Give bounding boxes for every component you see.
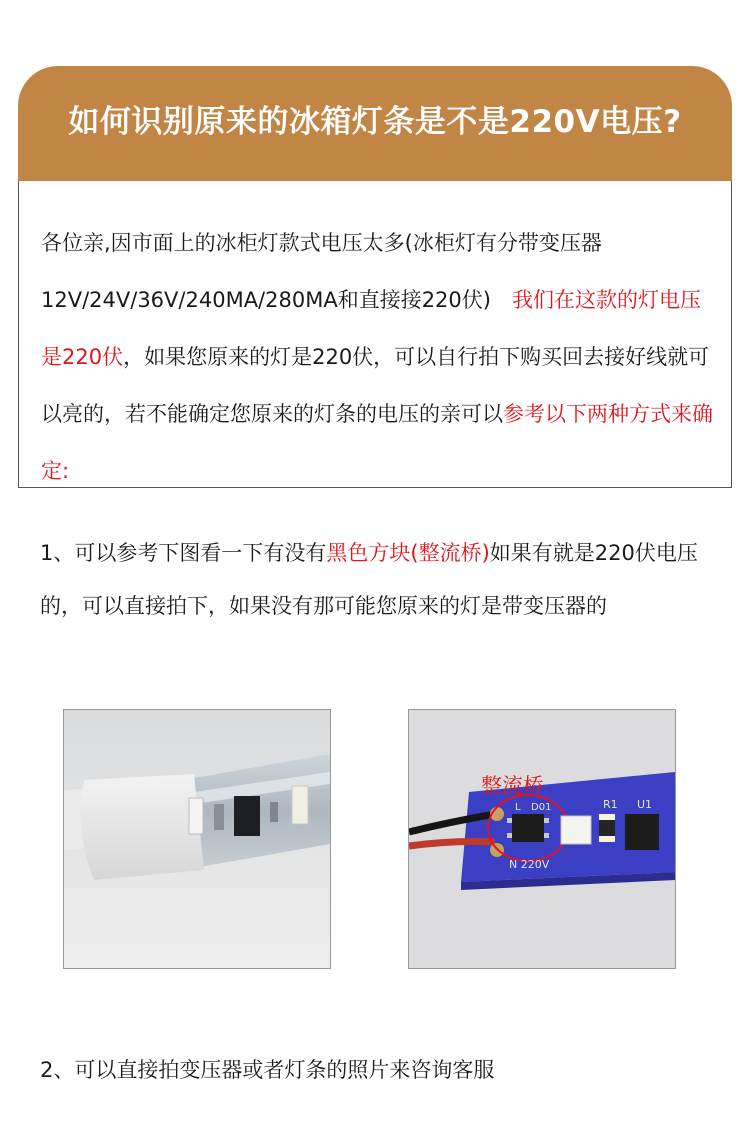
led-chip-1	[189, 798, 203, 834]
pcb-label-l: L	[515, 802, 521, 813]
led-tube-illustration	[64, 710, 330, 968]
ic-u1	[625, 814, 659, 850]
pcb-label-n220v: N 220V	[509, 858, 550, 871]
pcb-label-u1: U1	[637, 798, 653, 811]
photo-pcb-rectifier	[408, 709, 676, 969]
method-1-highlight: 黑色方块(整流桥)	[326, 541, 490, 565]
header-band	[18, 66, 732, 181]
page-title: 如何识别原来的冰箱灯条是不是220V电压?	[68, 104, 682, 140]
photo-led-tube	[63, 709, 331, 969]
intro-box	[18, 181, 732, 488]
pcb-label-d01: D01	[531, 802, 552, 813]
method-1-paragraph	[40, 527, 720, 633]
rectifier-callout-label: 整流桥	[481, 774, 544, 798]
method-1-prefix: 1、可以参考下图看一下有没有	[40, 541, 327, 565]
method-1-suffix: 如果有就是220伏电压的，可以直接拍下，如果没有那可能您原来的灯是带变压器的	[40, 541, 698, 618]
intro-paragraph	[41, 215, 721, 500]
intro-text-2: ，如果您原来的灯是220伏，可以自行拍下购买回去接好线就可以亮的，若不能确定您原来的灯条的电压的亲可以	[41, 345, 710, 426]
intro-text-1: 各位亲,因市面上的冰柜灯款式电压太多(冰柜灯有分带变压器12V/24V/36V/240MA/280MA和直接接220伏)	[41, 231, 602, 312]
method-2-paragraph: 2、可以直接拍变压器或者灯条的照片来咨询客服	[40, 1058, 495, 1082]
pcb-label-r1: R1	[603, 798, 618, 811]
led-chip-2	[292, 786, 308, 824]
led-chip	[561, 816, 591, 844]
pcb-illustration	[409, 710, 675, 968]
rectifier-bridge-chip	[512, 814, 544, 842]
intro-highlight-methods: 参考以下两种方式来确定:	[41, 402, 713, 483]
intro-highlight-voltage: 我们在这款的灯电压是220伏	[41, 288, 701, 369]
rectifier-chip	[234, 796, 260, 836]
